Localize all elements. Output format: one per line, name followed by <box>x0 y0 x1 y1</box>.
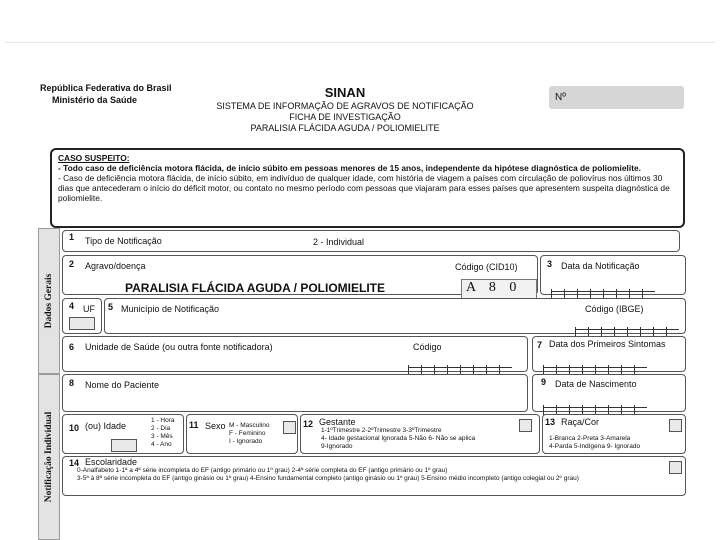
field-number: 13 <box>545 417 556 427</box>
sidebar-dados-gerais-label: Dados Gerais <box>44 273 54 329</box>
field-data-notificacao[interactable] <box>540 255 686 295</box>
header-center <box>200 85 490 134</box>
republica-text: República Federativa do Brasil <box>40 83 172 93</box>
field-number: 9 <box>541 377 547 387</box>
cid-code-label: Código (CID10) <box>455 262 518 272</box>
field-municipio[interactable] <box>104 298 686 334</box>
field-label: Data de Nascimento <box>555 379 637 389</box>
field-idade[interactable] <box>62 414 184 454</box>
caso-suspeito-item-2: - Caso de deficiência motora flácida, de início súbito, em indivíduo de qualquer idade, com história de viagem a países com circulação de poliovírus nos últimos 30 dias que antecederam o início do déficit motor, ou contato no mesmo período com pessoas que viajaram para esses países que apresentem suspeita diagnóstica de poliomielite. <box>58 173 670 203</box>
agravo-value: PARALISIA FLÁCIDA AGUDA / POLIOMIELITE <box>125 281 385 295</box>
field-label: Data dos Primeiros Sintomas <box>549 339 666 349</box>
field-number: 1 <box>69 232 75 242</box>
field-label: Nome do Paciente <box>85 380 160 390</box>
field-label: Escolaridade <box>85 457 138 467</box>
field-sexo[interactable] <box>186 414 298 454</box>
header-left <box>40 82 172 106</box>
sistema-text: SISTEMA DE INFORMAÇÃO DE AGRAVOS DE NOTIFICAÇÃO <box>216 101 474 111</box>
field-number: 11 <box>189 420 199 430</box>
field-number: 10 <box>69 423 80 433</box>
field-number: 14 <box>69 458 80 468</box>
idade-options: 1 - Hora 2 - Dia 3 - Mês 4 - Ano <box>151 417 175 448</box>
field-number: 7 <box>537 340 543 350</box>
field-raca-cor[interactable] <box>542 414 686 454</box>
field-label: UF <box>83 304 95 314</box>
field-label: Data da Notificação <box>561 261 640 271</box>
numero-label: Nº <box>555 92 566 103</box>
field-uf[interactable] <box>62 298 102 334</box>
unidade-ticks <box>408 357 512 368</box>
date-ticks <box>543 397 647 408</box>
field-value: 2 - Individual <box>313 237 365 247</box>
field-number: 12 <box>303 419 314 429</box>
field-label: Unidade de Saúde (ou outra fonte notificadora) <box>85 342 273 352</box>
field-label: Tipo de Notificação <box>85 236 162 246</box>
field-label: Gestante <box>319 417 356 427</box>
cid-code-value: A 8 0 <box>461 279 537 313</box>
date-ticks <box>543 357 647 368</box>
unidade-code-label: Código <box>413 342 442 352</box>
gestante-options: 1-1ºTrimestre 2-2ºTrimestre 3-3ºTrimestre 4- Idade gestacional Ignorada 5-Não 6- Não se aplica 9-Ignorado <box>321 427 476 450</box>
escolaridade-box <box>669 461 682 474</box>
sidebar-dados-gerais <box>38 228 60 374</box>
field-label: Agravo/doença <box>85 261 146 271</box>
field-number: 3 <box>547 259 553 269</box>
sexo-box <box>283 421 296 434</box>
field-unidade-saude[interactable] <box>62 336 528 372</box>
raca-options: 1-Branca 2-Preta 3-Amarela 4-Parda 5-Indígena 9- Ignorado <box>549 435 641 450</box>
field-number: 8 <box>69 378 75 388</box>
field-number: 5 <box>108 302 114 312</box>
caso-suspeito-item-1: - Todo caso de deficiência motora flácida, de início súbito em pessoas menores de 15 anos, independente da hipótese diagnóstica de poliomielite. <box>58 163 641 173</box>
field-number: 2 <box>69 259 75 269</box>
field-tipo-notificacao[interactable] <box>62 230 680 252</box>
ficha-text: FICHA DE INVESTIGAÇÃO <box>289 112 401 122</box>
numero-field[interactable] <box>549 86 684 109</box>
field-label: Raça/Cor <box>561 417 600 427</box>
field-primeiros-sintomas[interactable] <box>532 336 686 372</box>
top-divider <box>5 42 715 43</box>
idade-box <box>111 439 137 452</box>
sidebar-notificacao-individual <box>38 374 60 540</box>
ibge-code-label: Código (IBGE) <box>585 304 644 314</box>
sidebar-notificacao-individual-label: Notificação Individual <box>44 411 54 503</box>
field-label: (ou) Idade <box>85 421 127 431</box>
field-number: 4 <box>69 301 75 311</box>
ibge-ticks <box>575 319 679 330</box>
caso-suspeito-title: CASO SUSPEITO: <box>58 153 130 163</box>
field-label: Município de Notificação <box>121 304 220 314</box>
field-agravo[interactable] <box>62 255 538 295</box>
field-data-nascimento[interactable] <box>532 374 686 412</box>
escolaridade-options: 0-Analfabeto 1-1ª a 4ª série incompleta do EF (antigo primário ou 1º grau) 2-4ª série completa do EF (antigo primário ou 1º grau) 3-5ª à 8ª série incompleta do EF (antigo ginásio ou 1º grau) 4-Ensino fundamental completo (antigo ginásio ou 1º grau) 5-Ensino médio incompleto (antigo colegial ou 2º grau) <box>77 467 579 482</box>
sinan-title: SINAN <box>324 85 366 100</box>
gestante-box <box>519 419 532 432</box>
agravo-text: PARALISIA FLÁCIDA AGUDA / POLIOMIELITE <box>250 123 440 133</box>
date-ticks <box>551 281 655 292</box>
ministerio-text: Ministério da Saúde <box>52 95 138 105</box>
field-number: 6 <box>69 342 75 352</box>
caso-suspeito-box <box>50 148 685 228</box>
sexo-options: M - Masculino F - Feminino I - Ignorado <box>229 422 270 445</box>
field-label: Sexo <box>205 421 226 431</box>
field-escolaridade[interactable] <box>62 456 686 496</box>
uf-box <box>69 317 95 330</box>
field-gestante[interactable] <box>300 414 540 454</box>
raca-box <box>669 419 682 432</box>
field-nome-paciente[interactable] <box>62 374 528 412</box>
